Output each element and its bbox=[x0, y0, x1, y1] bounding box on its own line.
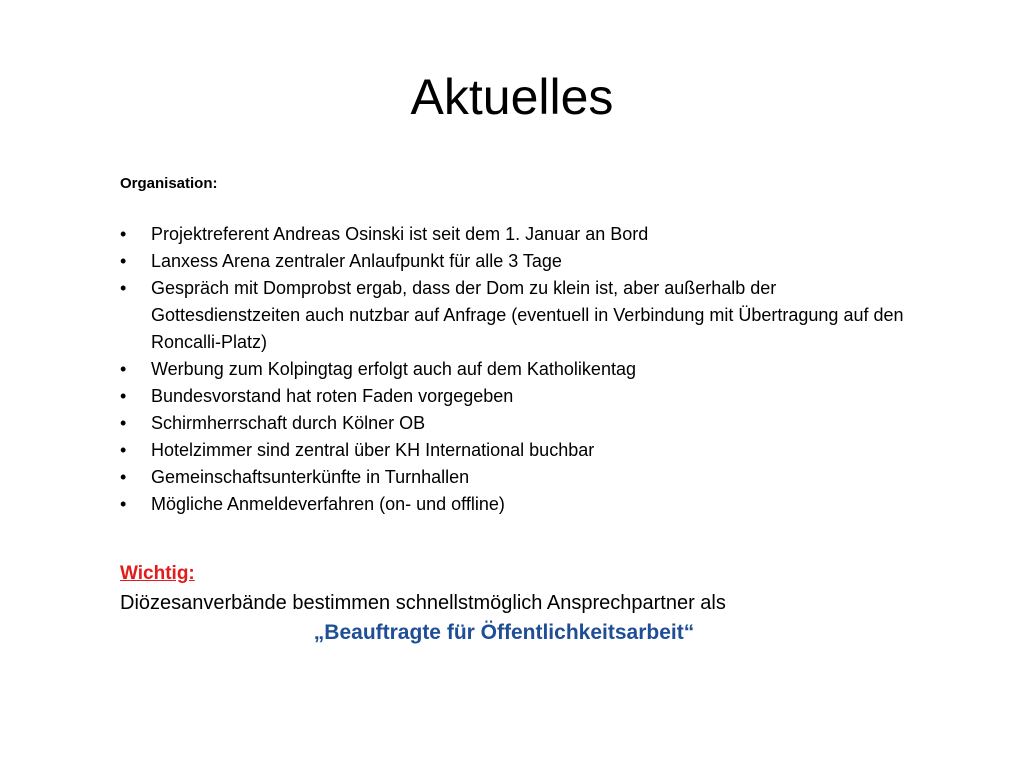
list-item-text: Werbung zum Kolpingtag erfolgt auch auf dem Katholikentag bbox=[151, 359, 636, 379]
important-text: Diözesanverbände bestimmen schnellstmöglich Ansprechpartner als bbox=[120, 592, 726, 614]
important-highlight: „Beauftragte für Öffentlichkeitsarbeit“ bbox=[313, 621, 695, 644]
bullet-list bbox=[120, 221, 910, 518]
bullet-icon: • bbox=[120, 413, 127, 433]
list-item bbox=[120, 437, 910, 464]
bullet-icon: • bbox=[120, 251, 127, 271]
bullet-icon: • bbox=[120, 224, 127, 244]
list-item-text: Mögliche Anmeldeverfahren (on- und offline) bbox=[151, 494, 505, 514]
list-item-text: Bundesvorstand hat roten Faden vorgegeben bbox=[151, 386, 514, 406]
important-label: Wichtig: bbox=[120, 563, 195, 584]
list-item-text: Hotelzimmer sind zentral über KH International buchbar bbox=[151, 440, 595, 460]
list-item-text: Gespräch mit Domprobst ergab, dass der Dom zu klein ist, aber außerhalb der Gottesdienstzeiten auch nutzbar auf Anfrage (eventuell in Verbindung mit Übertragung auf den Roncalli-Platz) bbox=[151, 278, 904, 352]
bullet-icon: • bbox=[120, 278, 127, 298]
list-item bbox=[120, 410, 910, 437]
important-note bbox=[120, 560, 910, 618]
list-item bbox=[120, 464, 910, 491]
list-item bbox=[120, 248, 910, 275]
list-item-text: Schirmherrschaft durch Kölner OB bbox=[151, 413, 426, 433]
bullet-icon: • bbox=[120, 494, 127, 514]
list-item bbox=[120, 383, 910, 410]
section-label: Organisation: bbox=[120, 175, 218, 192]
bullet-icon: • bbox=[120, 386, 127, 406]
list-item-text: Projektreferent Andreas Osinski ist seit dem 1. Januar an Bord bbox=[151, 224, 649, 244]
bullet-icon: • bbox=[120, 440, 127, 460]
list-item bbox=[120, 275, 910, 356]
bullet-icon: • bbox=[120, 359, 127, 379]
slide-title: Aktuelles bbox=[410, 69, 614, 125]
list-item bbox=[120, 221, 910, 248]
list-item bbox=[120, 356, 910, 383]
bullet-icon: • bbox=[120, 467, 127, 487]
list-item-text: Lanxess Arena zentraler Anlaufpunkt für alle 3 Tage bbox=[151, 251, 562, 271]
list-item bbox=[120, 491, 910, 518]
list-item-text: Gemeinschaftsunterkünfte in Turnhallen bbox=[151, 467, 470, 487]
